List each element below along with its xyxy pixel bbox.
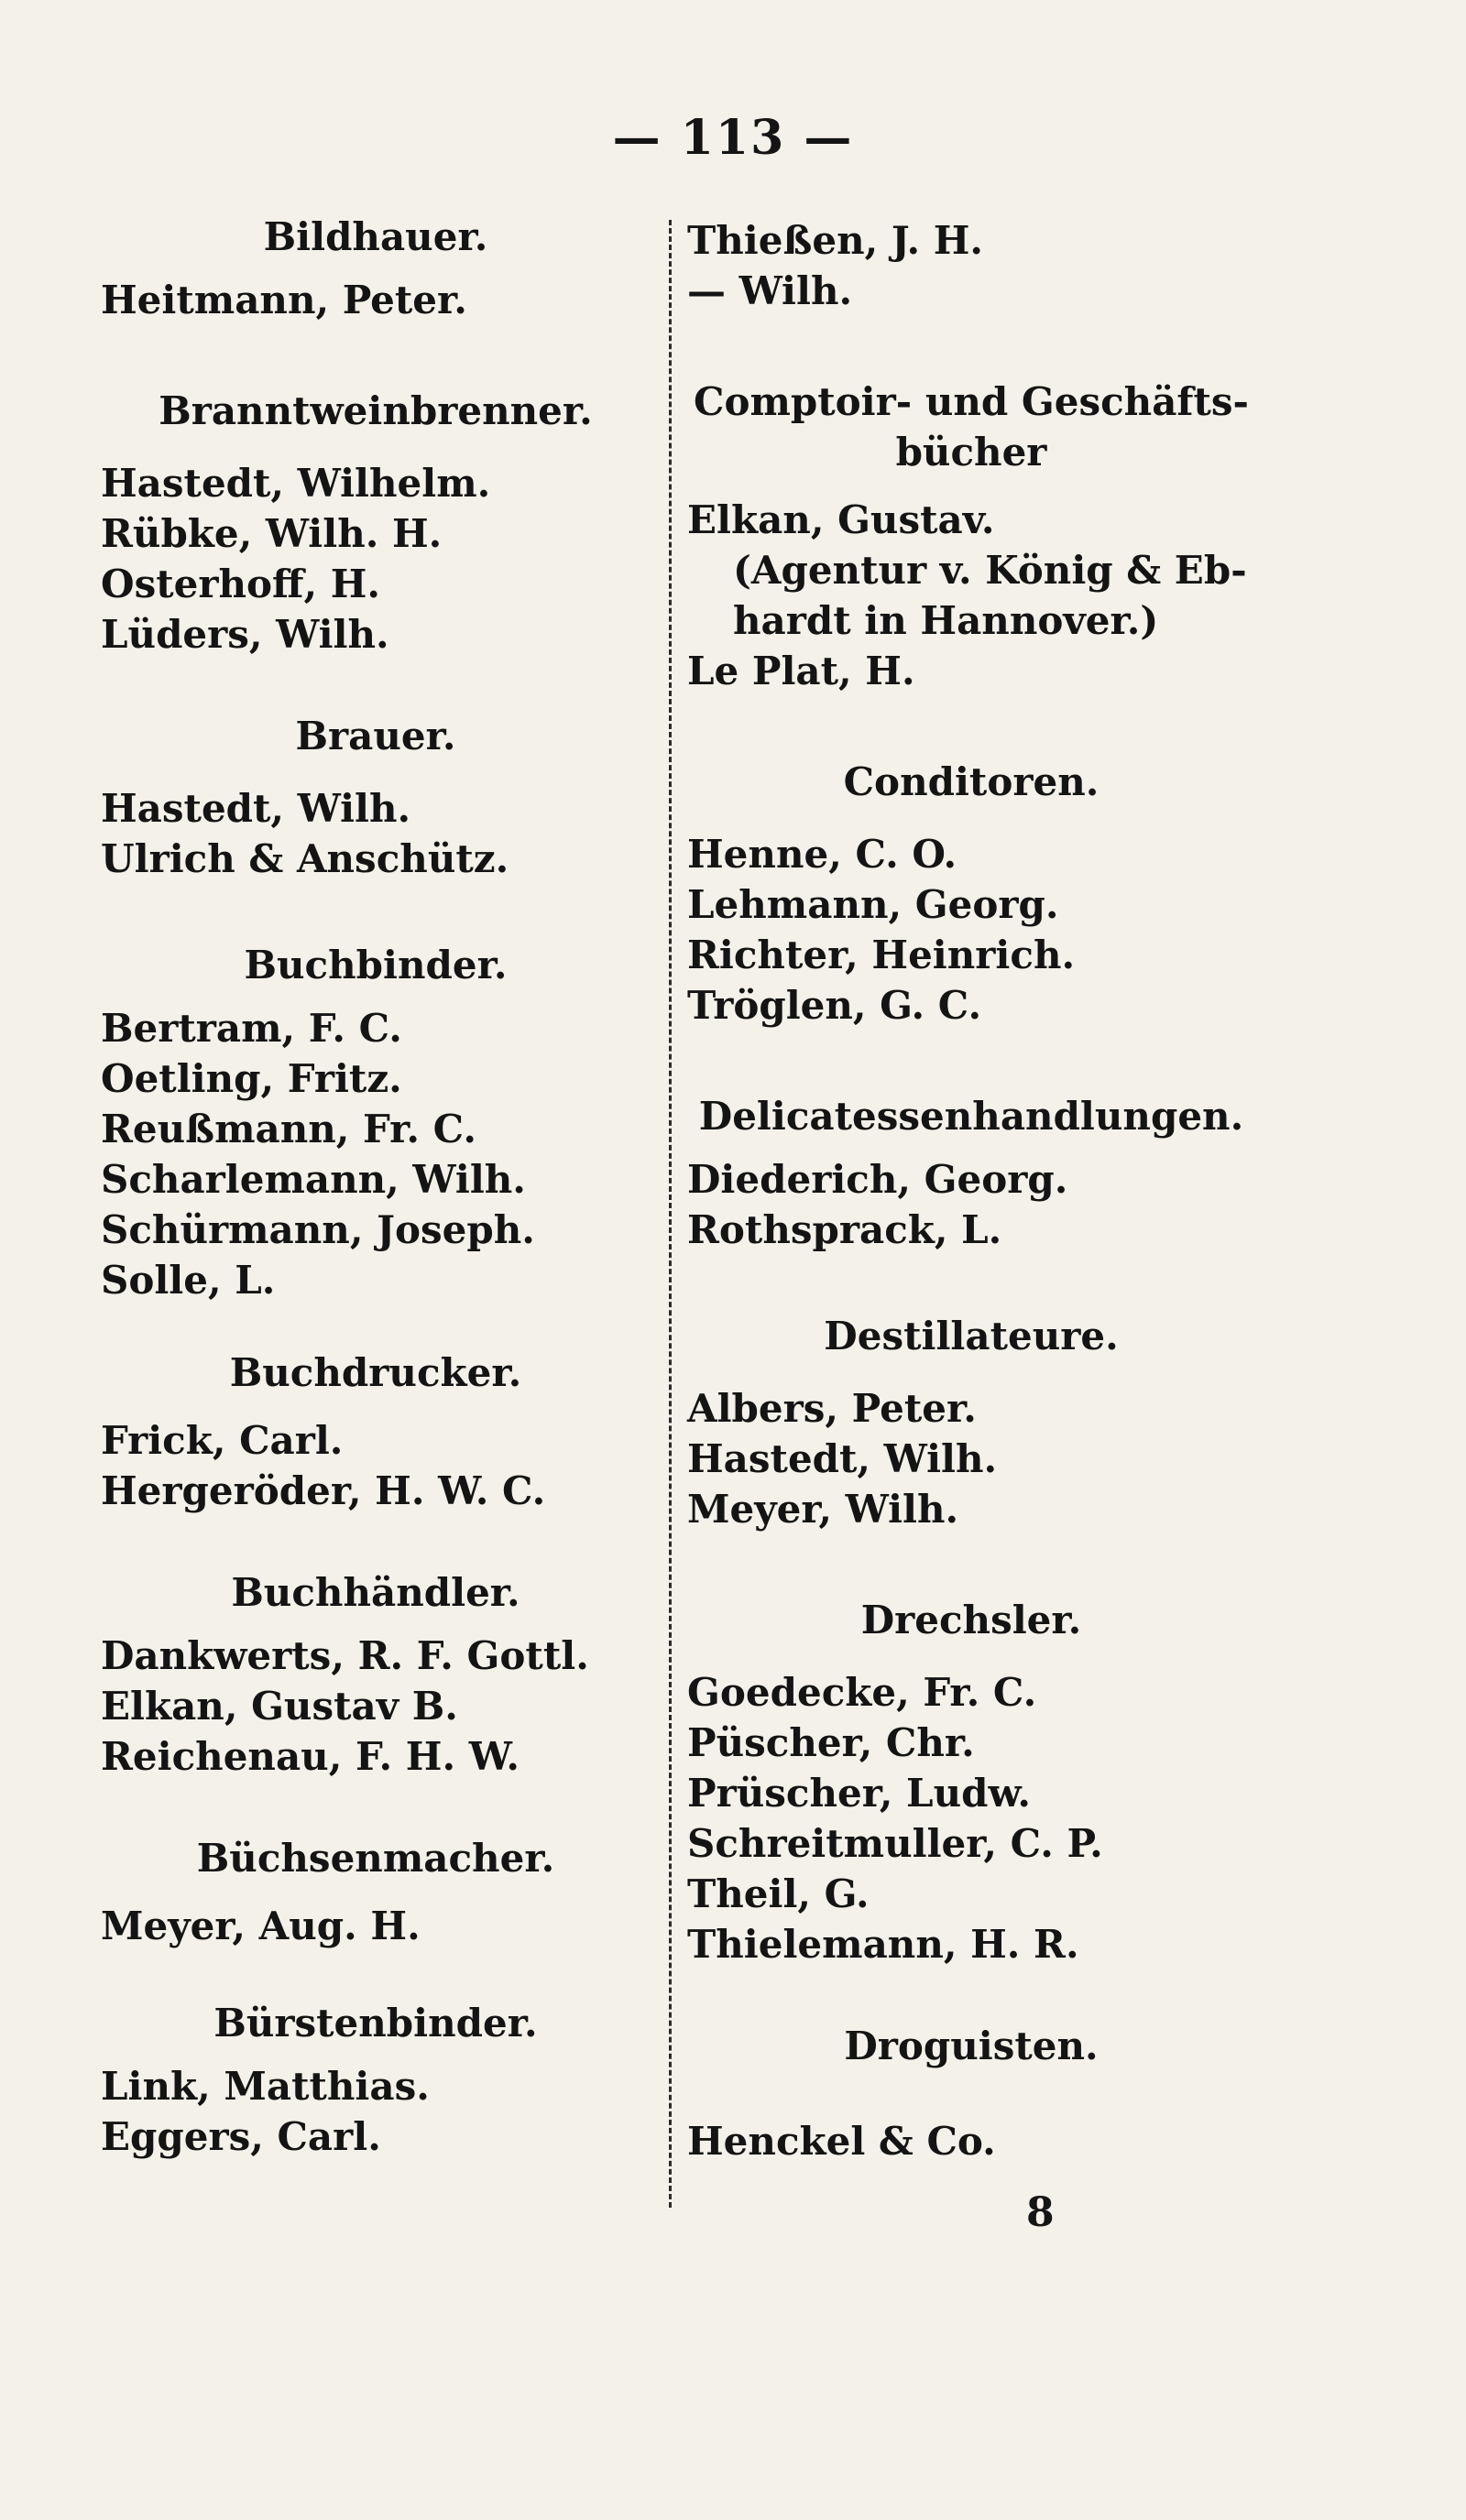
list-item: Link, Matthias. (101, 2064, 430, 2109)
list-item: Henne, C. O. (687, 832, 957, 877)
list-item: Meyer, Wilh. (687, 1487, 959, 1532)
list-item: Diederich, Georg. (687, 1157, 1068, 1202)
list-item: Frick, Carl. (101, 1418, 344, 1463)
list-item: Goedecke, Fr. C. (687, 1670, 1037, 1715)
list-item: Eggers, Carl. (101, 2114, 381, 2159)
list-item: Elkan, Gustav B. (101, 1684, 458, 1729)
section-heading-delicatessen: Delicatessenhandlungen. (698, 1094, 1244, 1139)
list-item: Prüscher, Ludw. (687, 1771, 1032, 1816)
list-item: Albers, Peter. (687, 1386, 977, 1431)
list-item: Püscher, Chr. (687, 1720, 975, 1765)
list-item: Meyer, Aug. H. (101, 1904, 421, 1948)
list-item: Elkan, Gustav. (687, 497, 995, 542)
list-item: Richter, Heinrich. (687, 933, 1076, 977)
section-heading-comptoir-cont: bücher (895, 430, 1047, 475)
section-heading-buchbinder: Buchbinder. (244, 943, 508, 987)
section-heading-comptoir: Comptoir- und Geschäfts- (694, 379, 1249, 424)
list-item: — Wilh. (687, 268, 853, 313)
section-heading-buchhaendler: Buchhändler. (231, 1570, 520, 1615)
section-heading-buerstenbinder: Bürstenbinder. (213, 2001, 538, 2045)
list-item: Schürmann, Joseph. (101, 1207, 535, 1252)
section-heading-brauer: Brauer. (295, 714, 456, 758)
list-item-note: hardt in Hannover.) (733, 598, 1159, 643)
list-item: Hastedt, Wilh. (687, 1436, 998, 1481)
list-item: Heitmann, Peter. (101, 278, 467, 322)
list-item: Hergeröder, H. W. C. (101, 1468, 546, 1513)
section-heading-droguisten: Droguisten. (844, 2024, 1099, 2068)
list-item: Rothsprack, L. (687, 1207, 1002, 1252)
list-item: Hastedt, Wilhelm. (101, 461, 491, 506)
list-item: Theil, G. (687, 1871, 870, 1916)
list-item: Reichenau, F. H. W. (101, 1734, 520, 1779)
section-heading-buchdrucker: Buchdrucker. (229, 1350, 522, 1395)
section-heading-conditoren: Conditoren. (843, 759, 1100, 804)
section-heading-drechsler: Drechsler. (860, 1598, 1082, 1642)
section-heading-bildhauer: Bildhauer. (263, 214, 488, 259)
page-number: — 113 — (612, 110, 854, 166)
list-item: Hastedt, Wilh. (101, 786, 411, 831)
column-divider (669, 220, 672, 2208)
section-heading-destillateure: Destillateure. (824, 1314, 1119, 1358)
list-item: Oetling, Fritz. (101, 1056, 402, 1101)
list-item: Henckel & Co. (687, 2119, 996, 2164)
signature-mark: 8 (1026, 2189, 1055, 2236)
list-item: Thielemann, H. R. (687, 1922, 1079, 1967)
list-item: Reußmann, Fr. C. (101, 1107, 476, 1151)
list-item: Scharlemann, Wilh. (101, 1157, 526, 1202)
section-heading-branntweinbrenner: Branntweinbrenner. (159, 388, 593, 433)
list-item: Osterhoff, H. (101, 562, 381, 606)
list-item: Le Plat, H. (687, 649, 915, 693)
list-item: Tröglen, G. C. (687, 983, 982, 1028)
list-item: Lehmann, Georg. (687, 882, 1059, 927)
list-item: Dankwerts, R. F. Gottl. (101, 1633, 589, 1678)
section-heading-buechsenmacher: Büchsenmacher. (196, 1836, 555, 1881)
list-item: Schreitmuller, C. P. (687, 1821, 1103, 1866)
list-item-note: (Agentur v. König & Eb- (733, 548, 1247, 593)
list-item: Lüders, Wilh. (101, 612, 389, 657)
list-item: Solle, L. (101, 1258, 276, 1303)
list-item: Ulrich & Anschütz. (101, 836, 509, 881)
list-item: Thießen, J. H. (687, 218, 984, 263)
list-item: Bertram, F. C. (101, 1006, 402, 1051)
list-item: Rübke, Wilh. H. (101, 511, 443, 556)
